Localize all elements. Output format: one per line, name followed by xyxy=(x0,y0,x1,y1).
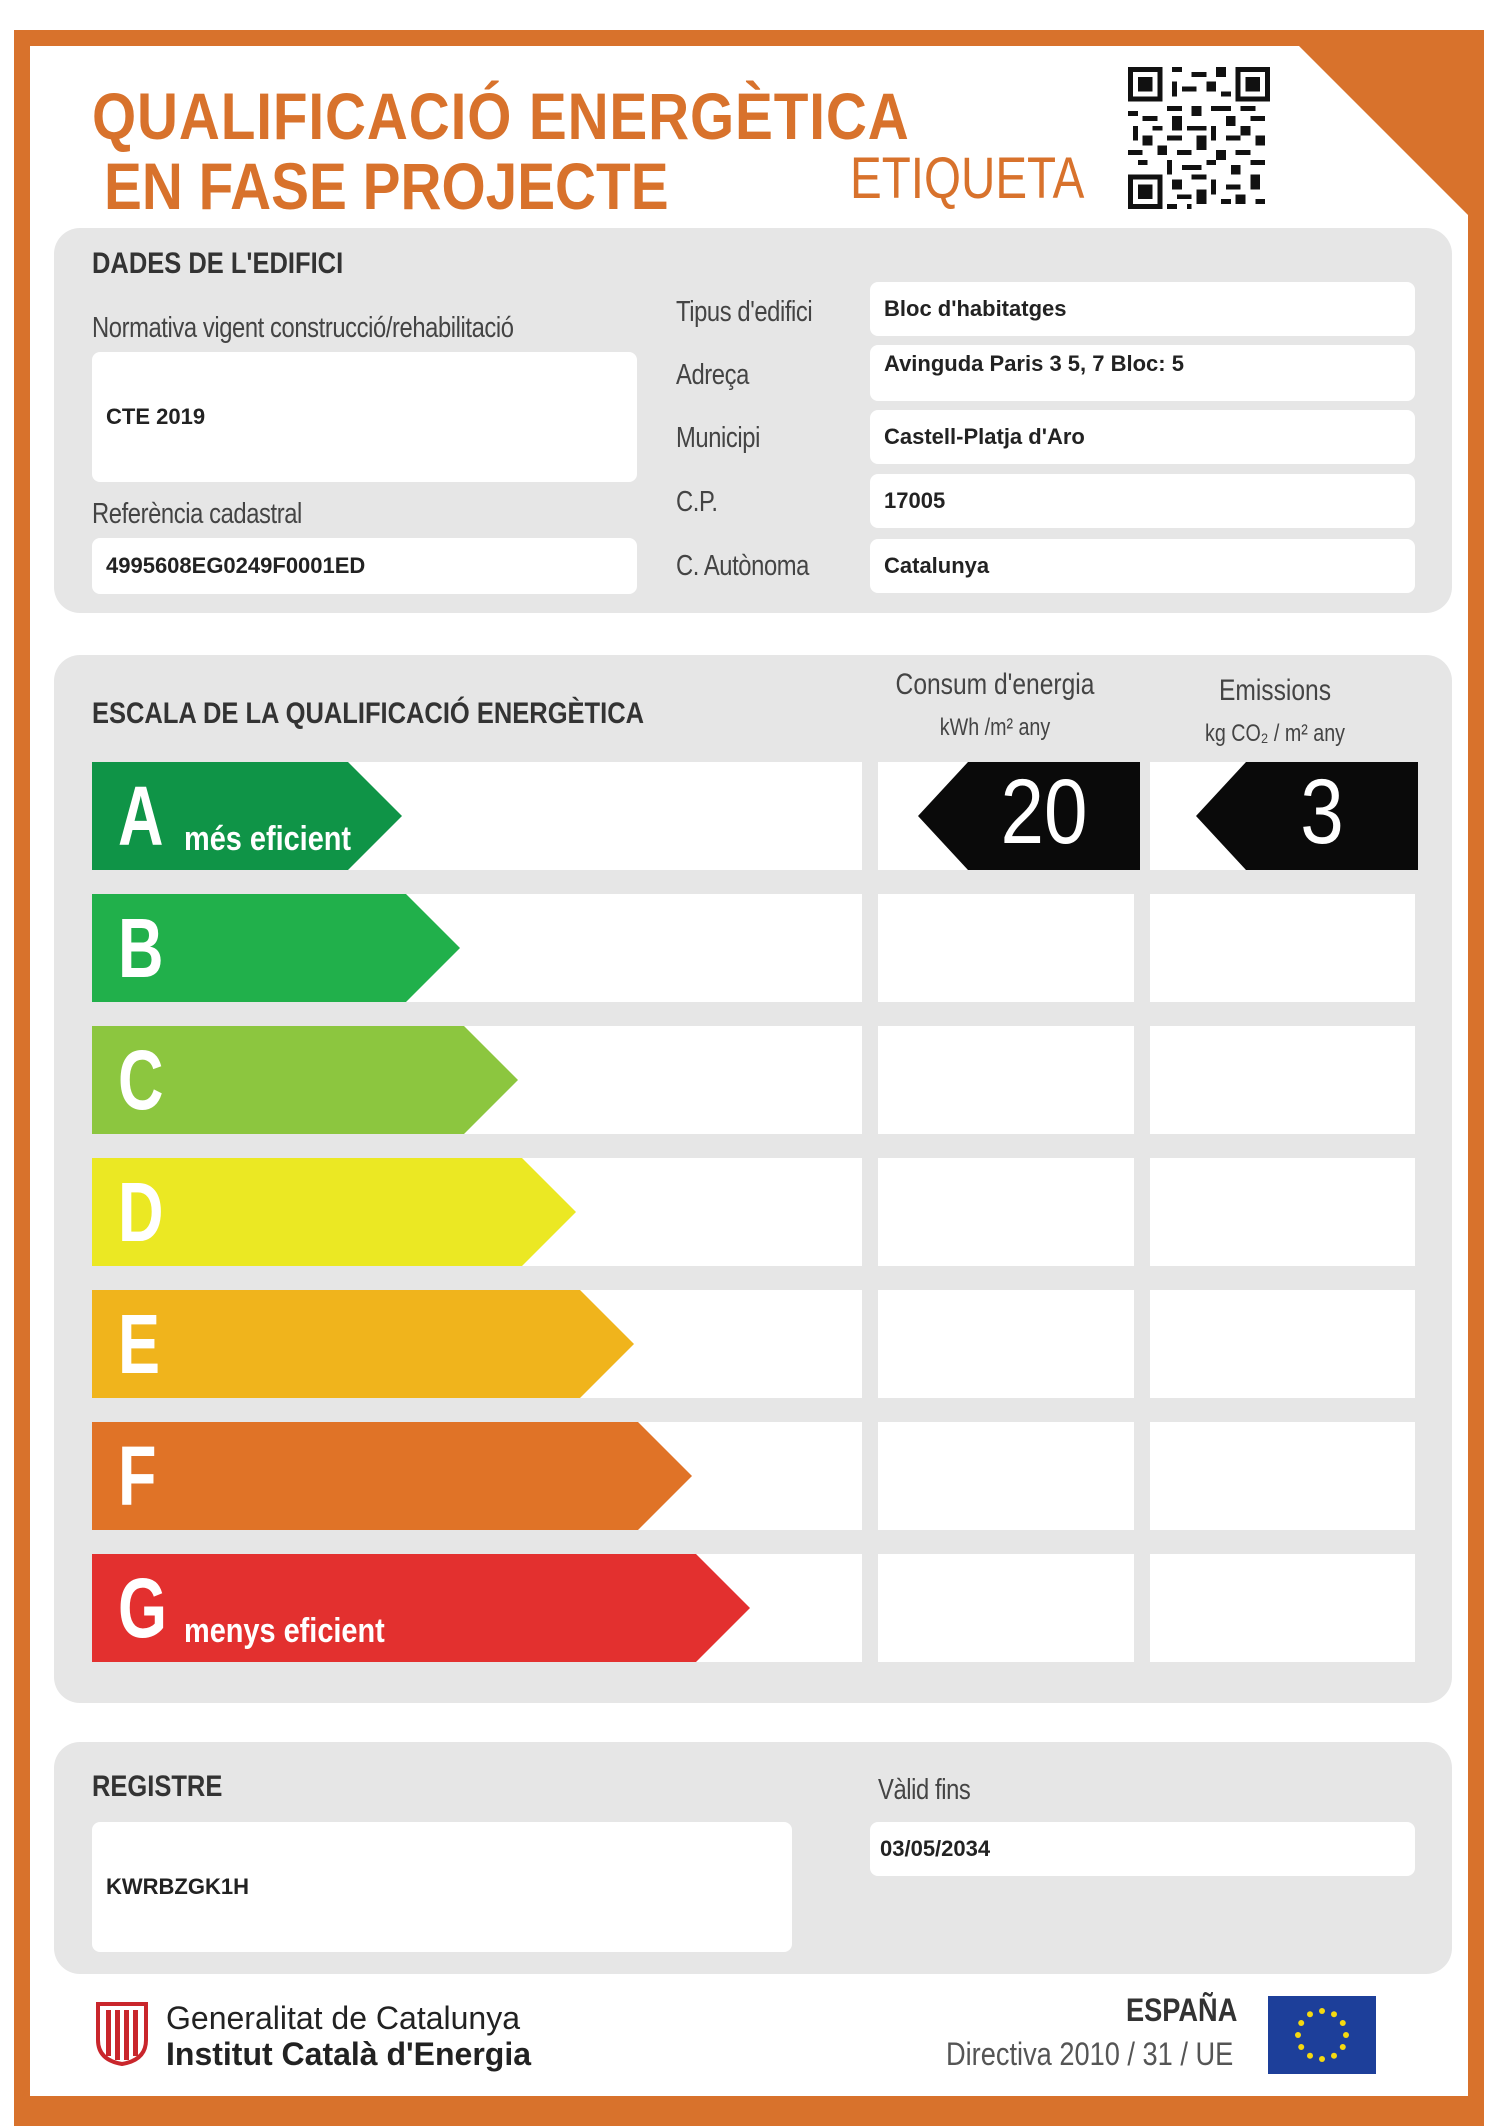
emissions-cell-c xyxy=(1150,1026,1415,1134)
class-letter: E xyxy=(118,1297,161,1391)
country-label: ESPAÑA xyxy=(1126,1992,1238,2028)
emissions-label: Emissions xyxy=(1218,674,1332,707)
autonoma-value: Catalunya xyxy=(870,539,1415,593)
title-line2: EN FASE PROJECTE xyxy=(104,149,669,223)
class-letter: B xyxy=(118,901,164,995)
emissions-cell-b xyxy=(1150,894,1415,1002)
class-sub-label: menys eficient xyxy=(184,1612,385,1650)
class-arrow-f xyxy=(92,1422,692,1530)
tipus-value: Bloc d'habitatges xyxy=(870,282,1415,336)
cp-value: 17005 xyxy=(870,474,1415,528)
title-line1: QUALIFICACIÓ ENERGÈTICA xyxy=(92,79,910,153)
emissions-unit: kg CO₂ / m² any xyxy=(1205,720,1345,747)
emissions-cell-e xyxy=(1150,1290,1415,1398)
class-sub-label: més eficient xyxy=(184,820,352,858)
eu-star-icon xyxy=(1298,2044,1304,2050)
corner-triangle xyxy=(1295,42,1475,222)
bottom-bar xyxy=(14,2096,1484,2126)
registre-value: KWRBZGK1H xyxy=(92,1822,792,1952)
etiqueta-label: ETIQUETA xyxy=(850,146,1085,211)
valid-value: 03/05/2034 xyxy=(870,1822,1415,1876)
generalitat-logo-icon xyxy=(94,2000,150,2066)
org-line1: Generalitat de Catalunya xyxy=(166,2000,520,2036)
class-arrow-d xyxy=(92,1158,576,1266)
normativa-value: CTE 2019 xyxy=(92,352,637,482)
eu-star-icon xyxy=(1343,2032,1349,2038)
consum-cell-d xyxy=(878,1158,1134,1266)
emissions-cell-d xyxy=(1150,1158,1415,1266)
eu-star-icon xyxy=(1340,2020,1346,2026)
valid-label: Vàlid fins xyxy=(878,1774,971,1806)
consum-cell-e xyxy=(878,1290,1134,1398)
eu-flag-icon xyxy=(1268,1996,1376,2074)
normativa-label: Normativa vigent construcció/rehabilitació xyxy=(92,312,514,344)
eu-star-icon xyxy=(1319,2008,1325,2014)
eu-star-icon xyxy=(1331,2011,1337,2017)
consum-label: Consum d'energia xyxy=(895,668,1095,701)
consum-cell-c xyxy=(878,1026,1134,1134)
autonoma-label: C. Autònoma xyxy=(676,550,809,582)
eu-star-icon xyxy=(1331,2053,1337,2059)
class-arrow-e xyxy=(92,1290,634,1398)
eu-star-icon xyxy=(1319,2056,1325,2062)
eu-star-icon xyxy=(1307,2053,1313,2059)
emissions-cell-g xyxy=(1150,1554,1415,1662)
adreca-label: Adreça xyxy=(676,359,749,391)
consum-cell-b xyxy=(878,894,1134,1002)
referencia-label: Referència cadastral xyxy=(92,498,302,530)
org-line2: Institut Català d'Energia xyxy=(166,2036,531,2072)
directive-label: Directiva 2010 / 31 / UE xyxy=(946,2036,1234,2072)
building-data-heading: DADES DE L'EDIFICI xyxy=(92,247,344,280)
emissions-cell-f xyxy=(1150,1422,1415,1530)
emissions-value: 3 xyxy=(1300,761,1344,863)
referencia-value: 4995608EG0249F0001ED xyxy=(92,538,637,594)
eu-star-icon xyxy=(1295,2032,1301,2038)
eu-star-icon xyxy=(1340,2044,1346,2050)
class-letter: G xyxy=(118,1561,168,1655)
consum-unit: kWh /m² any xyxy=(939,714,1051,741)
class-letter: F xyxy=(118,1429,157,1523)
consum-value: 20 xyxy=(1000,761,1088,863)
consum-cell-g xyxy=(878,1554,1134,1662)
class-letter: C xyxy=(118,1033,164,1127)
registre-heading: REGISTRE xyxy=(92,1770,223,1803)
class-letter: D xyxy=(118,1165,164,1259)
class-letter: A xyxy=(118,769,164,863)
adreca-value: Avinguda Paris 3 5, 7 Bloc: 5 xyxy=(870,345,1415,401)
cp-label: C.P. xyxy=(676,486,718,518)
eu-star-icon xyxy=(1307,2011,1313,2017)
municipi-value: Castell-Platja d'Aro xyxy=(870,410,1415,464)
energy-scale-heading: ESCALA DE LA QUALIFICACIÓ ENERGÈTICA xyxy=(92,697,645,730)
qr-code-icon[interactable] xyxy=(1128,67,1270,209)
municipi-label: Municipi xyxy=(676,422,760,454)
eu-star-icon xyxy=(1298,2020,1304,2026)
consum-cell-f xyxy=(878,1422,1134,1530)
tipus-label: Tipus d'edifici xyxy=(676,296,813,328)
